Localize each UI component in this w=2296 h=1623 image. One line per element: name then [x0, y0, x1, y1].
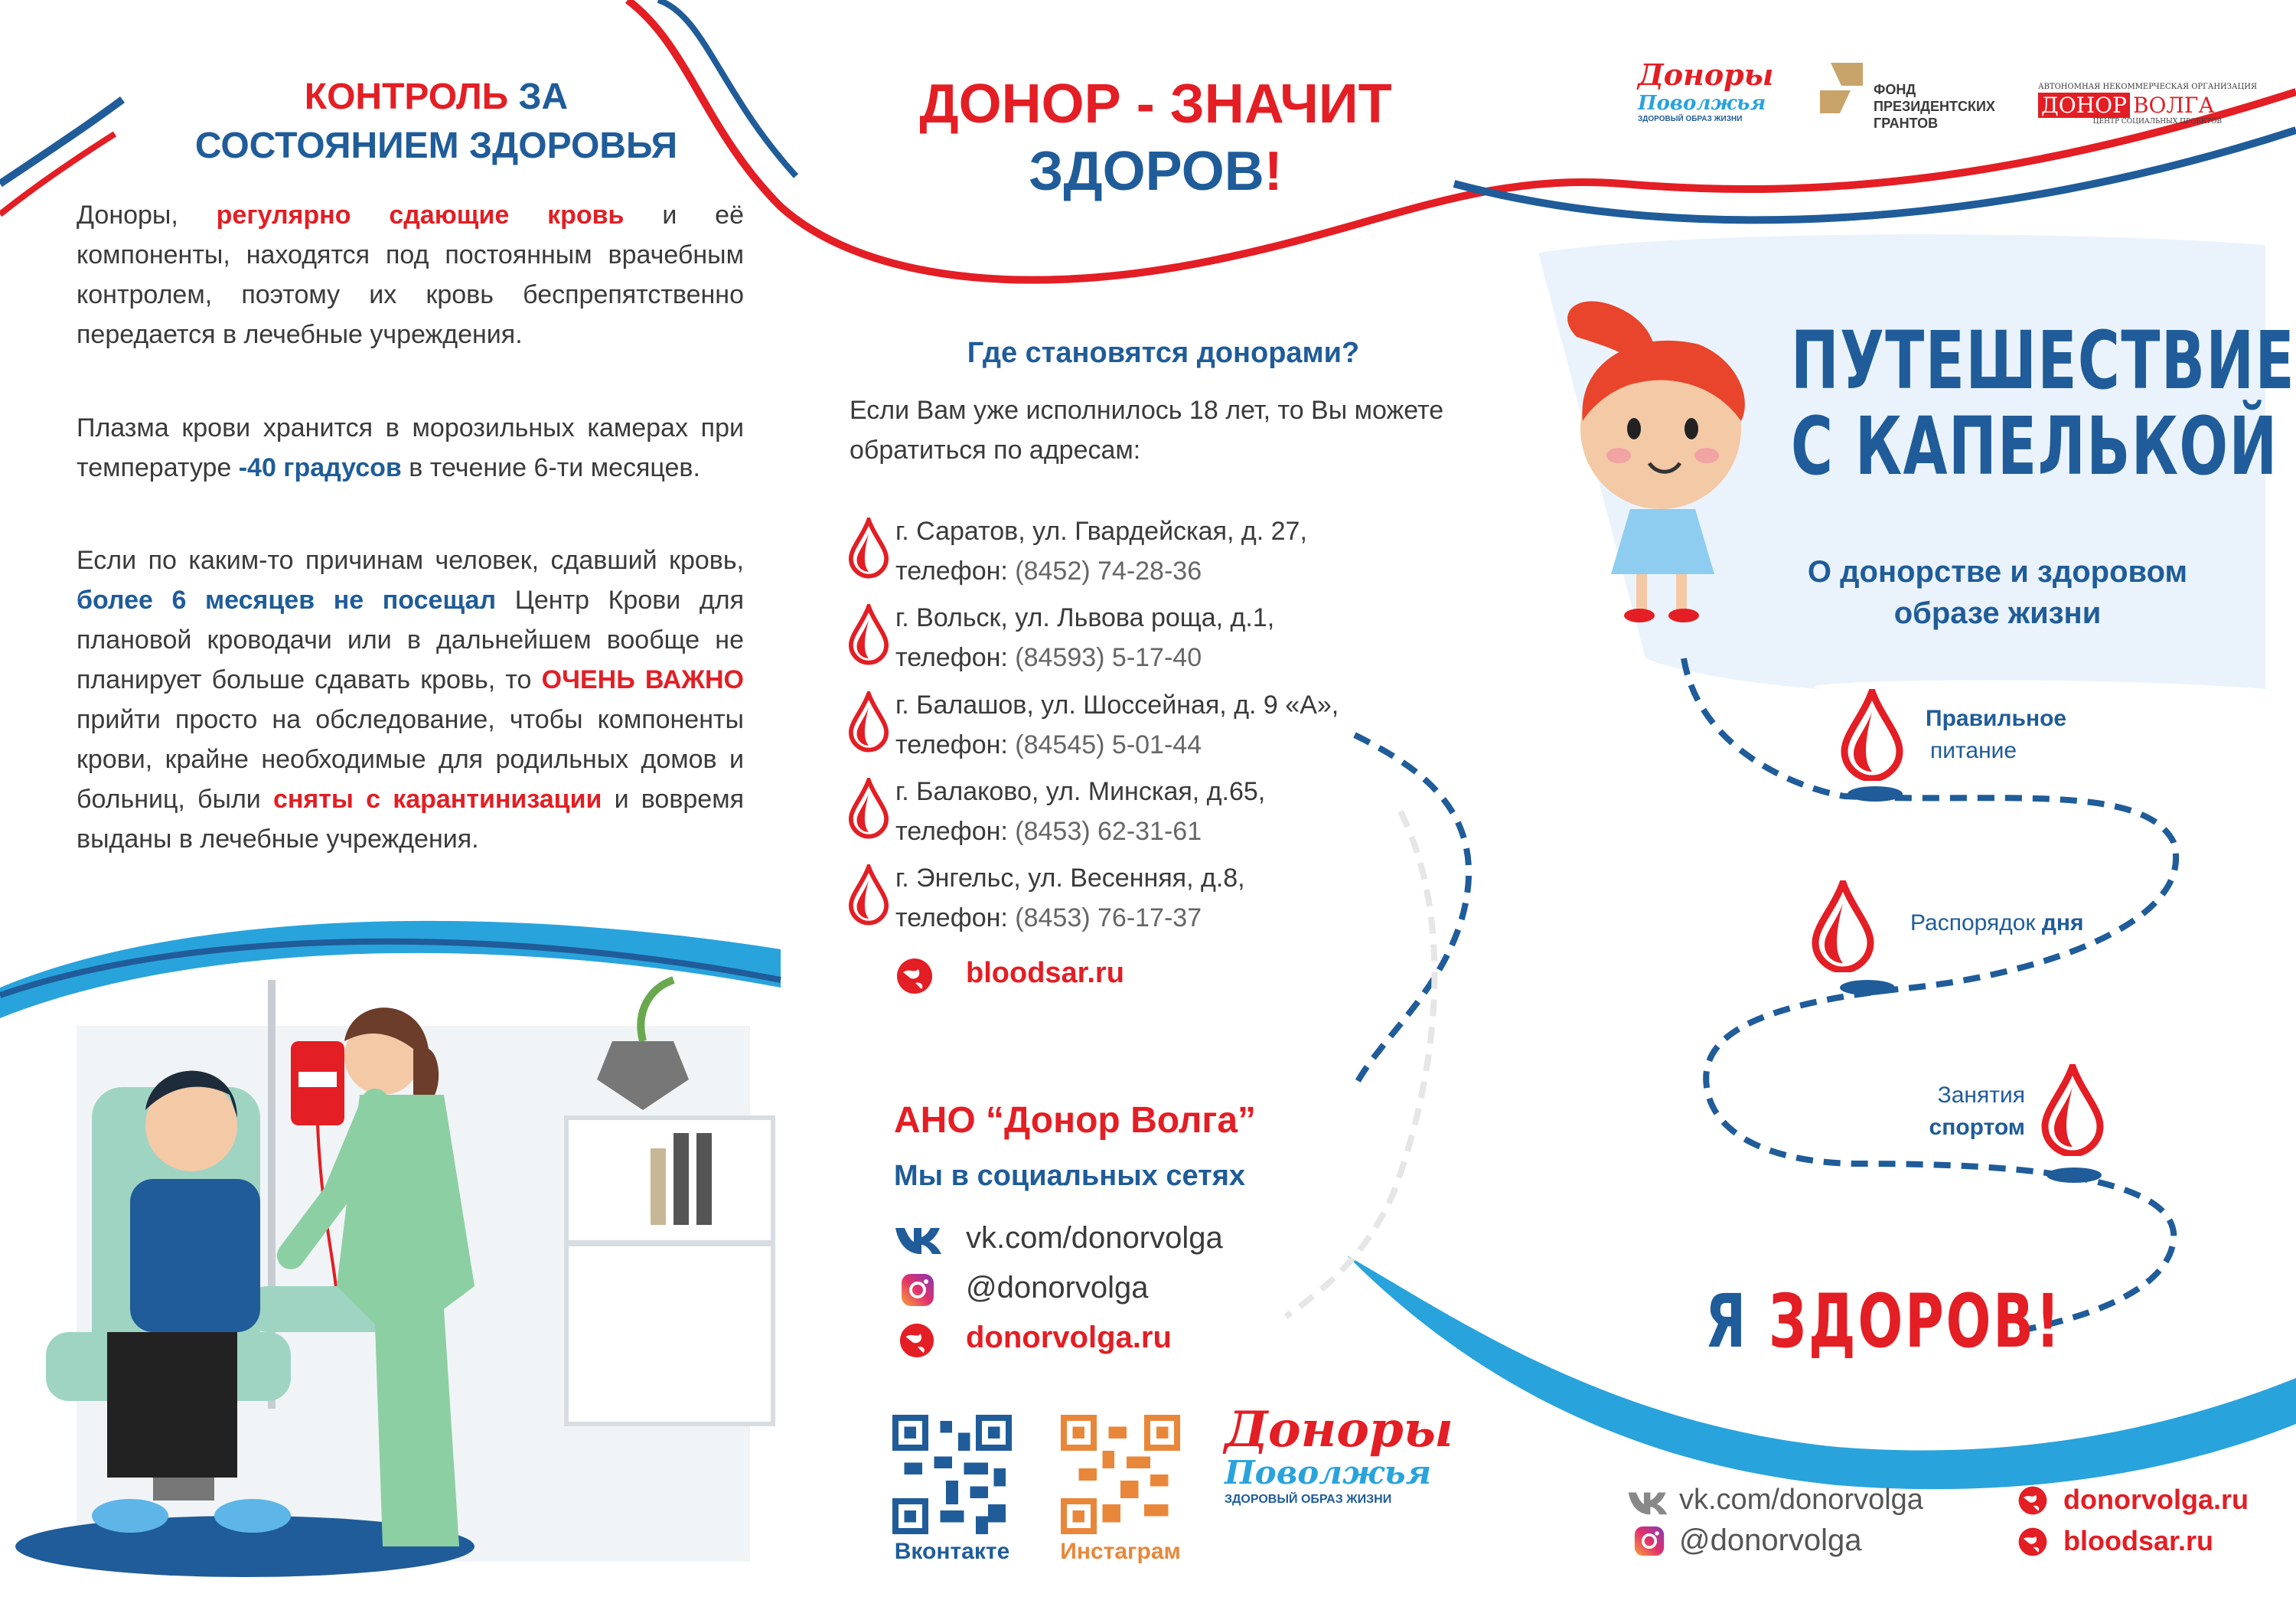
fond-emblem-icon: [1820, 63, 1863, 118]
where-heading: Где становятся донорами?: [967, 337, 1360, 369]
logo-bottom-sub: ЗДОРОВЫЙ ОБРАЗ ЖИЗНИ: [1225, 1493, 1392, 1506]
blood-drop-icon: [848, 864, 889, 926]
step-daily-routine: [1910, 907, 2084, 939]
step2-label-b: дня: [2041, 910, 2084, 936]
blood-drop-icon: [2040, 1064, 2105, 1156]
p3-text-b: Центр Крови для плановой кроводачи или в дальнейшем вообще не планирует больше сдавать кровь, то: [77, 586, 745, 694]
phone-label: телефон:: [895, 730, 1008, 759]
p3-text-a: Если по каким-то причинам человек, сдавший кровь,: [77, 546, 744, 575]
social-site-text[interactable]: donorvolga.ru: [966, 1321, 1172, 1354]
blood-drop-icon: [848, 778, 889, 839]
phone-number[interactable]: (84593) 5-17-40: [1015, 643, 1202, 672]
footer-site-bloodsar[interactable]: bloodsar.ru: [2063, 1525, 2214, 1556]
phone-line: [895, 898, 1477, 938]
journey-title-line1: ПУТЕШЕСТВИЕ: [1791, 314, 2296, 407]
journey-subtitle: О донорстве и здоровом образе жизни: [1807, 555, 2188, 630]
p3-highlight-3: сняты с карантинизации: [272, 785, 602, 814]
paragraph-1: [77, 195, 744, 354]
step1-label-a: Правильное: [1926, 706, 2067, 731]
blood-drop-icon: [848, 691, 889, 753]
phone-line: [895, 638, 1477, 678]
qr-code-vk[interactable]: [892, 1415, 1012, 1534]
address-item: [895, 598, 1477, 678]
phone-line: [895, 812, 1477, 851]
blood-drop-icon: [848, 604, 889, 665]
step1-label-b: питание: [1930, 738, 2017, 763]
journey-title: [1791, 314, 2296, 493]
middle-title: [888, 70, 1424, 205]
logo-bottom-text2: Поволжья: [1225, 1454, 1432, 1491]
journey-title-line2: С КАПЕЛЬКОЙ: [1791, 400, 2278, 493]
dv-text-b: ВОЛГА: [2132, 93, 2215, 118]
p1-text-a: Доноры,: [77, 201, 178, 230]
qr-code-instagram[interactable]: [1061, 1415, 1180, 1534]
globe-icon: [899, 1322, 935, 1359]
blood-drop-icon: [1840, 689, 1904, 781]
phone-number[interactable]: (8453) 62-31-61: [1015, 817, 1202, 846]
phone-label: телефон:: [895, 903, 1008, 932]
middle-title-line2: ЗДОРОВ: [1029, 141, 1264, 202]
instagram-icon: [1633, 1525, 1665, 1557]
social-instagram-text[interactable]: @donorvolga: [966, 1271, 1149, 1305]
header-logo-text1: Доноры: [1638, 57, 1774, 92]
instagram-icon: [900, 1272, 935, 1308]
droplet-girl-illustration: [1546, 291, 1776, 628]
fond-text-1: ФОНД: [1874, 82, 1916, 97]
footer-site-donorvolga[interactable]: donorvolga.ru: [2063, 1484, 2249, 1515]
p2-text-b: в течение 6-ти месяцев.: [409, 453, 700, 482]
blood-drop-icon: [848, 518, 889, 579]
header-logo-text2: Поволжья: [1638, 92, 1766, 115]
fond-text-2: ПРЕЗИДЕНТСКИХ: [1874, 99, 1995, 114]
p3-text-d: и вовремя выданы в лечебные учреждения.: [77, 785, 744, 854]
donory-logo-header: [1638, 57, 1776, 123]
p3-highlight-1: более 6 месяцев не посещал: [77, 586, 497, 615]
p3-highlight-2: ОЧЕНЬ ВАЖНО: [541, 665, 744, 694]
donory-logo-bottom: [1225, 1401, 1453, 1554]
social-heading: Мы в социальных сетях: [894, 1160, 1246, 1192]
qr-instagram-label: Инстаграм: [1060, 1539, 1181, 1564]
left-title: [77, 73, 796, 171]
fond-text-3: ГРАНТОВ: [1874, 116, 1939, 131]
phone-number[interactable]: (84545) 5-01-44: [1015, 730, 1202, 759]
step-sports: [1910, 1079, 2025, 1144]
phone-number[interactable]: (8452) 74-28-36: [1015, 557, 1202, 586]
blood-donation-illustration: [15, 965, 781, 1577]
vk-icon: [1627, 1490, 1668, 1516]
p2-highlight: -40 градусов: [238, 453, 402, 482]
address-line: г. Энгельс, ул. Весенняя, д.8,: [895, 864, 1245, 893]
address-line: г. Балашов, ул. Шоссейная, д. 9 «А»,: [895, 691, 1339, 720]
left-title-line2: СОСТОЯНИЕМ ЗДОРОВЬЯ: [194, 126, 678, 166]
dv-sub-text: ЦЕНТР СОЦИАЛЬНЫХ ПРОЕКТОВ: [2092, 118, 2222, 126]
step3-label-a: Занятия: [1937, 1083, 2025, 1108]
phone-number[interactable]: (8453) 76-17-37: [1015, 903, 1202, 932]
address-item: [895, 858, 1477, 938]
step-nutrition: [1926, 703, 2066, 767]
globe-icon: [2017, 1485, 2048, 1516]
logo-bottom-text1: Доноры: [1225, 1401, 1453, 1458]
dv-text-a: ДОНОР: [2038, 93, 2130, 118]
p1-highlight: регулярно сдающие кровь: [216, 201, 625, 230]
p3-text-c: прийти просто на обследование, чтобы компоненты крови, крайне необходимые для родильных домов и больниц, были: [77, 705, 744, 814]
footer-vk[interactable]: vk.com/donorvolga: [1679, 1484, 1923, 1516]
fond-text: [1874, 81, 1995, 132]
p1-text-b: и её компоненты, находятся под постоянным врачебным контролем, поэтому их кровь беспрепятственно передается в лечебные учреждения.: [77, 201, 744, 349]
phone-label: телефон:: [895, 643, 1008, 672]
left-title-red: КОНТРОЛЬ: [304, 77, 509, 117]
donor-volga-logo: [2038, 83, 2258, 126]
healthy-slogan: [1705, 1278, 2062, 1364]
blood-drop-icon: [1811, 880, 1875, 972]
footer-instagram[interactable]: @donorvolga: [1679, 1523, 1862, 1557]
globe-icon: [895, 957, 934, 995]
left-title-blue: ЗА: [518, 77, 569, 117]
p2-text-a: Плазма крови хранится в морозильных камерах при температуре: [77, 413, 744, 482]
phone-line: [895, 551, 1477, 591]
address-item: [895, 685, 1477, 765]
paragraph-2: [77, 408, 744, 488]
phone-line: [895, 725, 1477, 765]
dv-main: [2038, 93, 2237, 118]
fond-logo: [1820, 63, 2019, 139]
address-line: г. Вольск, ул. Львова роща, д.1,: [895, 603, 1275, 632]
middle-title-exclamation: !: [1264, 141, 1283, 202]
step2-label-a: Распорядок: [1910, 910, 2036, 936]
step3-label-b: спортом: [1929, 1115, 2025, 1140]
address-item: [895, 511, 1477, 591]
globe-icon: [2017, 1527, 2048, 1557]
dv-top-text: АВТОНОМНАЯ НЕКОММЕРЧЕСКАЯ ОРГАНИЗАЦИЯ: [2038, 83, 2258, 91]
social-vk-text[interactable]: vk.com/donorvolga: [966, 1221, 1223, 1255]
intro-text: Если Вам уже исполнилось 18 лет, то Вы можете обратиться по адресам:: [850, 396, 1444, 465]
address-line: г. Саратов, ул. Гвардейская, д. 27,: [895, 517, 1307, 546]
org-name: АНО “Донор Волга”: [894, 1100, 1257, 1141]
phone-label: телефон:: [895, 817, 1008, 846]
qr-vk-label: Вконтакте: [894, 1539, 1010, 1564]
phone-label: телефон:: [895, 557, 1008, 586]
healthy-slogan-1: Я: [1705, 1278, 1749, 1364]
bloodsar-link[interactable]: bloodsar.ru: [966, 957, 1124, 989]
header-logo-sub: ЗДОРОВЫЙ ОБРАЗ ЖИЗНИ: [1638, 115, 1743, 123]
address-item: [895, 772, 1477, 851]
paragraph-3: [77, 540, 744, 859]
address-line: г. Балаково, ул. Минская, д.65,: [895, 777, 1266, 806]
vk-icon: [894, 1225, 943, 1256]
middle-title-line1: ДОНОР - ЗНАЧИТ: [919, 73, 1392, 135]
healthy-slogan-2: ЗДОРОВ!: [1769, 1278, 2063, 1364]
